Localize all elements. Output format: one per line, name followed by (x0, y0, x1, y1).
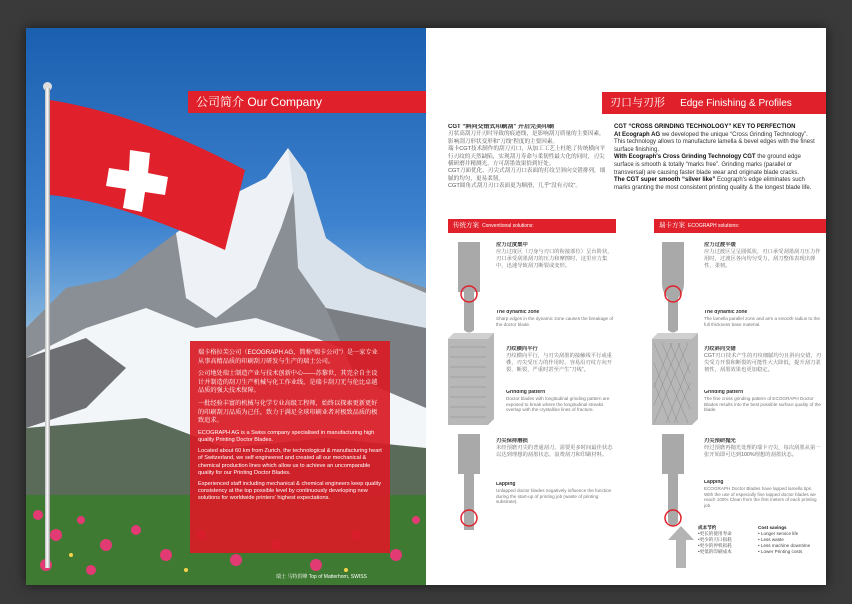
cost-row-zh: •更少的停机损耗 (698, 543, 732, 548)
blade-grinding-pattern-ecograph-icon (652, 333, 698, 425)
eco-item-3-zh-text: 经过预磨再抛光处理的瑞卡刃尖，每次刮墨从第一张开始即可达到100%理想的刮墨状态。 (704, 445, 821, 458)
left-page (26, 28, 426, 585)
blade-dynamic-zone-ecograph-icon (660, 242, 686, 334)
conv-item-3-zh-title: 刃尖保持磨损 (496, 438, 528, 444)
eco-item-3-zh (704, 438, 822, 482)
conv-item-2-zh-title: 刃纹横向平行 (506, 346, 538, 352)
cgt-line-3: CGT刀面优化、刃尖式刮刀刃口表面的打纹呈斜向交错排列，细腻的均匀，更易柔韧。 (448, 168, 606, 182)
eco-item-2-en-text: The fine cross grinding pattern of ECOGRAPH Doctor Blades results into the best possible surface quality of the blade. (704, 395, 821, 413)
cost-row-en: • Longer service life (758, 531, 799, 536)
conventional-sub: Conventional solutions: (482, 223, 534, 229)
cost-savings-table (698, 525, 818, 555)
page-title-our-company: 公司简介 Our Company (188, 91, 426, 113)
title-en: Edge Finishing & Profiles (680, 98, 792, 109)
blade-lapping-conventional-icon (456, 434, 482, 530)
blade-grinding-pattern-conventional-icon (448, 333, 494, 425)
cost-row (698, 549, 818, 555)
cgt-intro-zh (448, 124, 608, 191)
cost-row-en: • Less machine downtime (758, 543, 811, 548)
conv-item-3-en (496, 482, 616, 505)
eco-item-3-en-title: Lapping (704, 480, 724, 485)
conv-item-1-en-title: The dynamic zone (496, 310, 540, 315)
cgt-en-bold-2: At Ecograph AG (614, 131, 661, 138)
cgt-line-2: 瑞卡CGT技术制作的刮刀刃口，从加工工艺上杜绝了传统横向平行刃纹的天然缺陷，实现刮刀寿命与柔韧性最大化的同时，刃尖横研磨并精测光，方可刮墨效果恰到好处。 (448, 146, 606, 168)
brochure-spread (26, 28, 826, 585)
intro-en-1: ECOGRAPH AG is a Swiss company specialised in manufacturing high quality Printing Doctor Blades. (198, 429, 375, 443)
ecograph-label: 瑞卡方案 (659, 222, 685, 229)
eco-item-1-zh-title: 应力过渡平缓 (704, 242, 736, 248)
cgt-en-bold-3: With Ecograph's Cross Grinding Technology CGT (614, 154, 756, 161)
eco-item-3-en (704, 480, 822, 509)
photo-caption: 瑞士 马特洪峰 Top of Matterhorn, SWISS (276, 574, 367, 580)
cgt-intro-en (614, 124, 819, 192)
eco-item-3-en-text: ECOGRAPH Doctor Blades have lapped lamella tips. With the use of especially fine lapped doctor blades we reach 100% Clean from the first meters of each printing job. (704, 485, 817, 509)
cost-savings-arrow-icon (668, 526, 694, 568)
intro-zh-1: 瑞卡格拉芙公司（ECOGRAPH AG，简称“瑞卡公司”）是一家专业从事高精品质的印刷刮刀研发与生产的瑞士公司。 (198, 349, 378, 365)
eco-item-3-zh-title: 刃尖预研抛光 (704, 438, 736, 444)
swiss-flag-icon (50, 100, 250, 250)
conv-item-3-en-title: Lapping (496, 482, 516, 487)
conv-item-1-en (496, 310, 616, 327)
intro-zh-2: 公司地处瑞士制造产业与技术创新中心——苏黎世，其完全自主设计并制造的刮刀生产机械与化工作业线，是瑞卡刮刀无与伦比卓越品质的强大技术保障。 (198, 370, 378, 395)
cost-row-zh: •更少的刃口损耗 (698, 537, 732, 542)
ecograph-sub: ECOGRAPH solutions: (688, 223, 740, 229)
eco-item-1-zh (704, 242, 822, 304)
eco-item-2-en-title: Grinding pattern (704, 390, 744, 395)
ecograph-solutions-bar (654, 219, 826, 233)
eco-item-2-zh-text: CGT刃口技术产生的刃纹细腻均匀且斜向交错，刃尖受力开裂和断裂的可能性大大降低，提升刮刀柔韧性，刮墨效果也更加稳定。 (704, 353, 822, 373)
cost-row-zh: •更长的使用寿命 (698, 531, 732, 536)
cgt-en-bold-4: The CGT super smooth “silver like” (614, 177, 716, 184)
cost-head-en: Cost savings (758, 525, 787, 530)
cgt-en-text-4: Ecograph's edge eliminates such marks granting the most consistent printing quality & the longest blade life. (614, 177, 812, 191)
conv-item-3-en-text: Unlapped doctor blades negatively influence the function during the start-up of printing job (waste of printing substrate). (496, 487, 612, 505)
conv-item-3-zh-text: 未经预磨刃尖的普通刮刀，需要更多时间最佳状态以达到理想的刮墨状态，浪费刮刀和印刷材料。 (496, 445, 613, 458)
cost-row-en: • Lower Printing costs (758, 549, 803, 554)
cgt-line-1: 刃状高刮刀开刃时导致的痕迹线，是影响刮刀质量的主要因素，影响刮刀形状变形和“刀线”程度的主要因素。 (448, 131, 605, 145)
intro-en-3: Experienced staff including mechanical & chemical engineers keep quality consistency at the top possible level by continuously developing new solutions for worldwide printers' highest expectations. (198, 480, 382, 502)
cost-row-en: • Less waste (758, 537, 784, 542)
eco-item-1-en-text: The lamella parallel zone and arm a smooth radius to the full thickness base material. (704, 315, 820, 327)
intro-zh-3: 一批经验丰富的机械与化学专业高级工程师，始终以探索更新更好的印刷刮刀品质为己任，致力于满足全球印刷业者对极致品质的极致追求。 (198, 399, 378, 425)
eco-item-1-zh-text: 应力过渡区呈呈圆弧状，刃口承受刮墨刮刀压力作用时，过渡区各向均匀受力，刮刀整体表现出弹性、柔韧。 (704, 249, 821, 269)
eco-item-2-zh-title: 刃纹斜向交错 (704, 346, 736, 352)
cgt-heading-zh: CGT “斜向交错式印刷刮” 开启完美印刷 (448, 124, 554, 130)
cgt-en-text-2: we developed the unique “Cross Grinding Technology”. This technology allows to manufacture lamella & bevel edges with the finest surface finishing. (614, 131, 815, 153)
cgt-en-bold-1: CGT “CROSS GRINDING TECHNOLOGY” KEY TO PERFECTION (614, 124, 796, 130)
blade-dynamic-zone-conventional-icon (456, 242, 482, 334)
conv-item-2-en-text: Doctor blades with longitudinal grinding pattern are exposed to break where the longitudinal streaks overlap with the crystalline lines of fracture. (506, 395, 610, 413)
conv-item-2-zh-text: 刃纹横向平行，与刃尖刮墨的接触线平行或重叠，刃尖受压力的作用时，容易沿刃纹方向开裂、断裂，严重时甚至产生“刀线”。 (506, 353, 612, 373)
conv-item-2-en (506, 390, 616, 413)
cgt-en-text-3: the ground edge surface is smooth & totally “marks free”. Grinding marks (parallel or transversal) are causing faster blade wear and originate blade cracks. (614, 154, 801, 176)
conv-item-3-zh (496, 438, 616, 482)
eco-item-2-en (704, 390, 822, 413)
cost-row-zh: •更低的印刷成本 (698, 549, 732, 554)
blade-lapping-ecograph-icon (660, 434, 686, 530)
page-title-edge-finishing (602, 92, 826, 114)
conv-item-1-zh-text: 应力过度区（刀身与刃口的衔接部位）呈台阶状，刃口承受刮墨刮刀的压力和摩擦时，这里应力集中，迅速导致刮刀断裂或变形。 (496, 249, 613, 269)
eco-item-1-en (704, 310, 822, 327)
cgt-line-4: CGT圆角式刮刀刃口表面更为顺滑，几乎“没有刃纹”。 (448, 183, 582, 190)
conventional-label: 传统方案 (453, 222, 479, 229)
conventional-solutions-bar (448, 219, 616, 233)
conv-item-1-en-text: Sharp edges in the dynamic zone causes the breakage of the doctor blade. (496, 315, 614, 327)
cost-head-zh: 成本节约 (698, 525, 717, 530)
company-intro-box (190, 341, 390, 553)
conv-item-2-en-title: Grinding pattern (506, 390, 546, 395)
conv-item-1-zh (496, 242, 616, 304)
intro-en-2: Located about 60 km from Zurich, the technological & manufacturing heart of Switzerland, we self engineered and created all our mechanical & chemical production lines which allow us to achieve an uncomparable quality for our Printing Doctor Blades. (198, 448, 382, 476)
conv-item-1-zh-title: 应力过度集中 (496, 242, 528, 248)
title-zh: 刃口与刃形 (610, 97, 665, 109)
eco-item-1-en-title: The dynamic zone (704, 310, 748, 315)
right-page (426, 28, 826, 585)
